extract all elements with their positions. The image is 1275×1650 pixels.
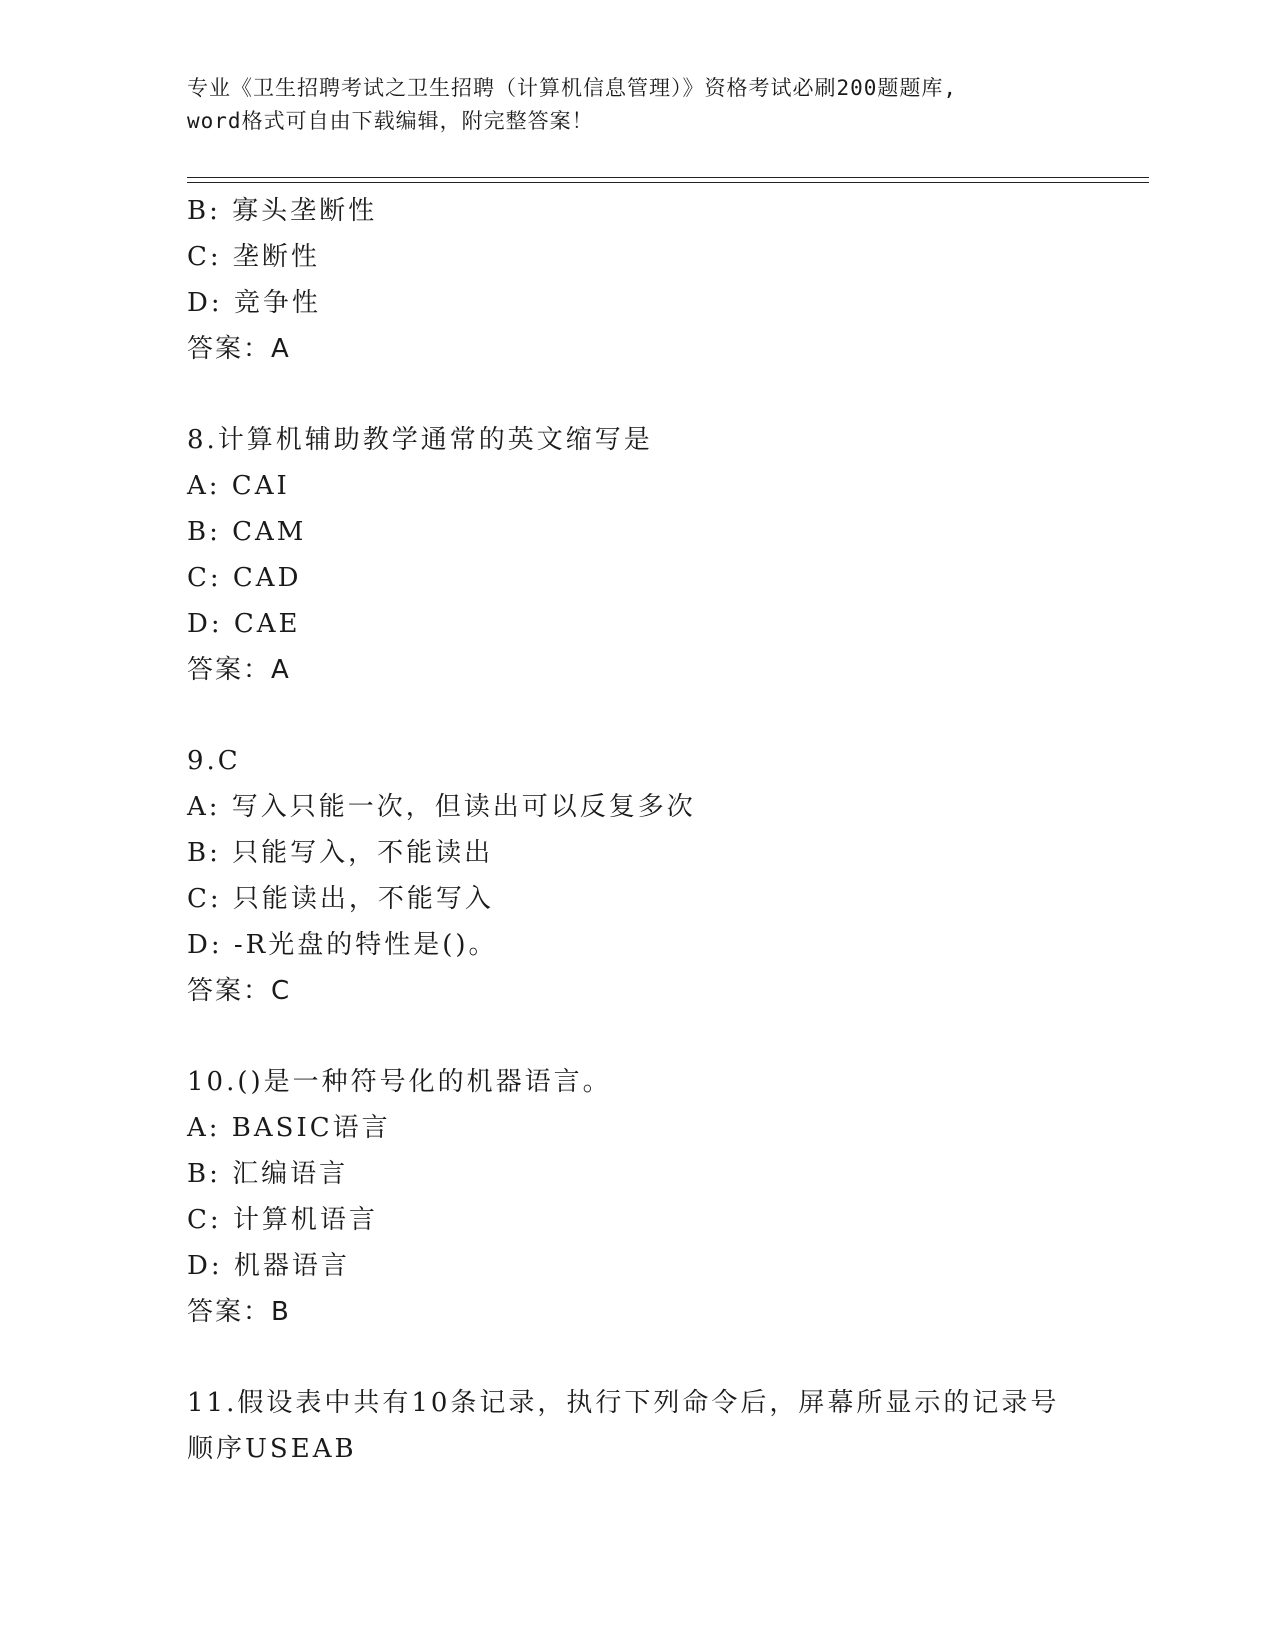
question-stem: 9.C [187,746,241,776]
header-divider-bottom [187,182,1149,183]
option-b: B: 寡头垄断性 [187,196,378,226]
question-block-11 [187,1380,1087,1472]
question-list [187,188,1087,1472]
option-d: D: 机器语言 [187,1251,350,1281]
document-header [187,72,1087,138]
option-d: D: -R光盘的特性是()。 [187,930,498,960]
option-a: A: CAI [187,471,290,501]
option-b: B: CAM [187,517,307,547]
option-c: C: 计算机语言 [187,1205,378,1235]
header-divider-top [187,177,1149,178]
option-a: A: BASIC语言 [187,1113,391,1143]
answer-line: 答案：A [187,655,291,685]
option-d: D: CAE [187,609,301,639]
question-stem: 10.()是一种符号化的机器语言。 [187,1067,612,1097]
header-line-1: 专业《卫生招聘考试之卫生招聘（计算机信息管理）》资格考试必刷200题题库, [187,76,958,100]
option-a: A: 写入只能一次，但读出可以反复多次 [187,792,696,822]
option-c: C: 只能读出，不能写入 [187,884,494,914]
question-stem-line-2: 顺序USEAB [187,1434,357,1464]
question-block-9 [187,738,1087,1014]
question-stem: 8.计算机辅助教学通常的英文缩写是 [187,425,653,455]
option-c: C: CAD [187,563,302,593]
question-stem-line-1: 11.假设表中共有10条记录，执行下列命令后，屏幕所显示的记录号 [187,1388,1060,1418]
question-block-10 [187,1059,1087,1335]
answer-line: 答案：C [187,976,292,1006]
header-line-2: word格式可自由下载编辑，附完整答案！ [187,109,594,133]
option-d: D: 竞争性 [187,288,321,318]
option-b: B: 汇编语言 [187,1159,349,1189]
question-block-8 [187,417,1087,693]
question-block-7 [187,188,1087,372]
option-b: B: 只能写入，不能读出 [187,838,494,868]
answer-line: 答案：B [187,1297,291,1327]
answer-line: 答案：A [187,334,291,364]
option-c: C: 垄断性 [187,242,320,272]
